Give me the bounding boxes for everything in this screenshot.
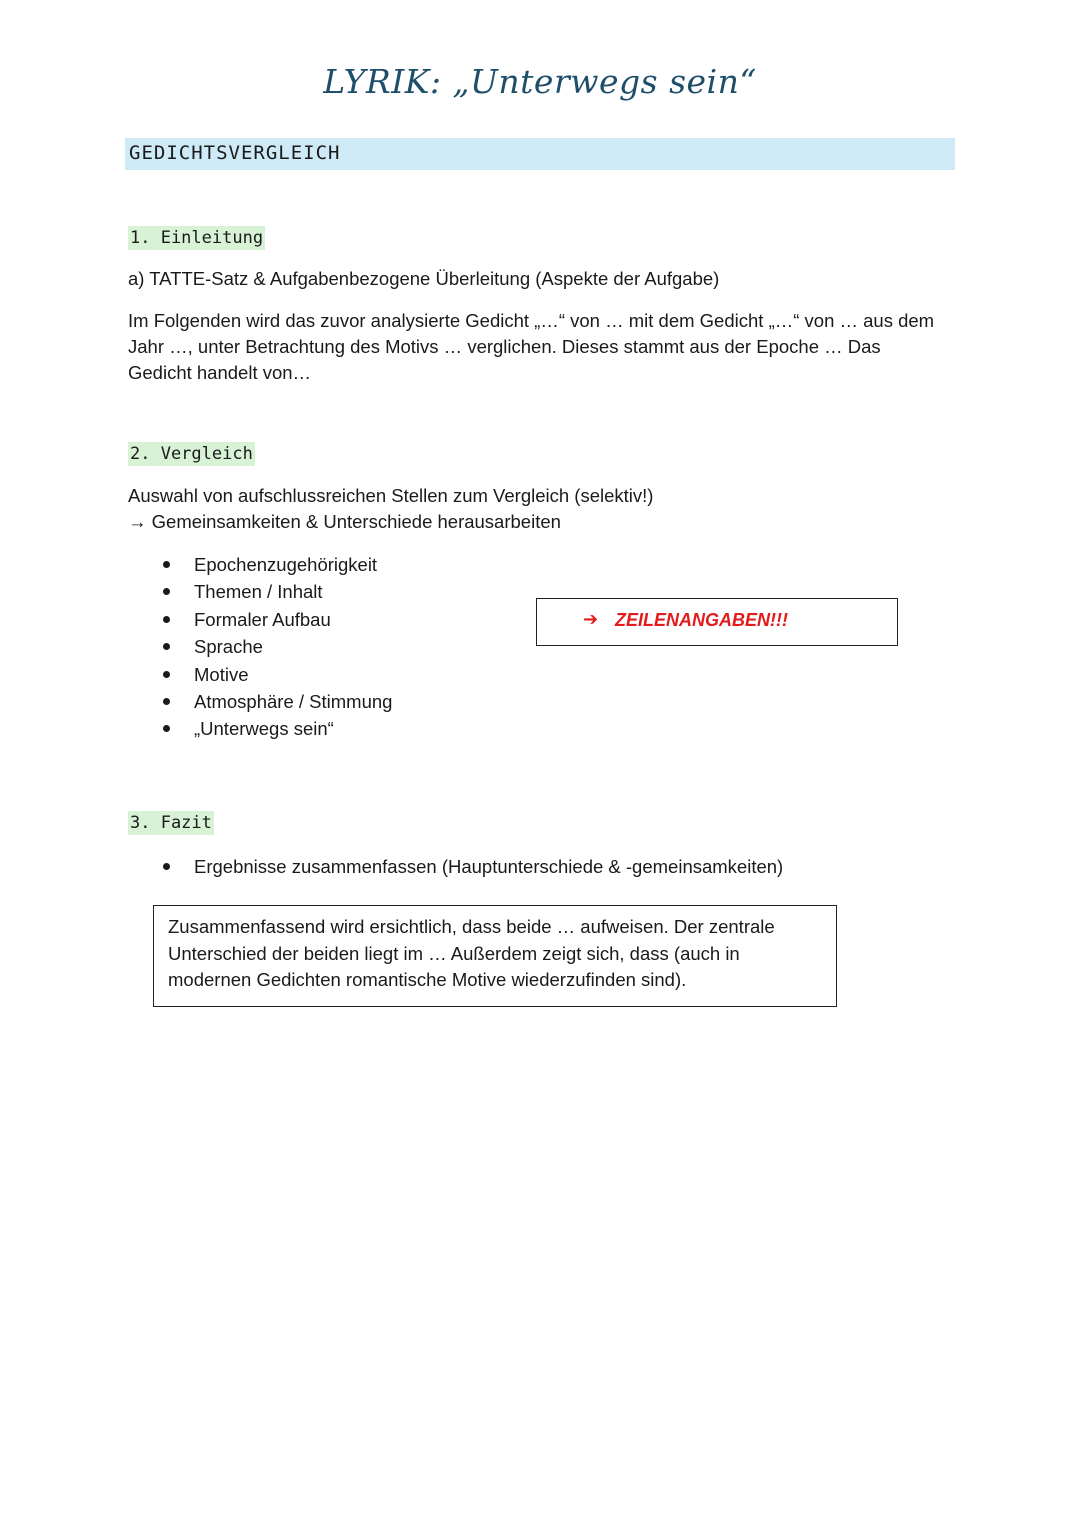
list-item: Atmosphäre / Stimmung (160, 688, 392, 715)
summary-box: Zusammenfassend wird ersichtlich, dass beide … aufweisen. Der zentrale Unterschied der beiden liegt im … Außerdem zeigt sich, dass (auch in modernen Gedichten romantische Motive wiederzufinden sind). (153, 905, 837, 1007)
list-item: Themen / Inhalt (160, 578, 392, 605)
conclusion-list (160, 853, 783, 880)
comparison-line-2: → Gemeinsamkeiten & Unterschiede herausarbeiten (128, 511, 561, 532)
heading-einleitung: 1. Einleitung (130, 228, 264, 248)
heading-vergleich: 2. Vergleich (130, 444, 253, 464)
section-label: GEDICHTSVERGLEICH (129, 142, 341, 164)
comparison-line-1: Auswahl von aufschlussreichen Stellen zum Vergleich (selektiv!) (128, 485, 654, 506)
comparison-aspect-list (160, 551, 392, 743)
heading-fazit: 3. Fazit (130, 813, 212, 833)
intro-paragraph: Im Folgenden wird das zuvor analysierte Gedicht „…“ von … mit dem Gedicht „…“ von … aus dem Jahr …, unter Betrachtung des Motivs … verglichen. Dieses stammt aus der Epoche … Das Gedicht handelt von… (128, 310, 935, 383)
list-item: Formaler Aufbau (160, 606, 392, 633)
line-reference-note: ZEILENANGABEN!!! (615, 610, 788, 630)
list-item: Sprache (160, 633, 392, 660)
section-banner (125, 138, 955, 170)
list-item: „Unterwegs sein“ (160, 715, 392, 742)
arrow-right-icon: ➔ (583, 609, 599, 629)
list-item: Ergebnisse zusammenfassen (Hauptunterschiede & -gemeinsamkeiten) (160, 853, 783, 880)
list-item: Motive (160, 661, 392, 688)
list-item: Epochenzugehörigkeit (160, 551, 392, 578)
line-reference-note-box (536, 598, 898, 646)
page-title: LYRIK: „Unterwegs sein“ (323, 62, 757, 101)
intro-subheading: a) TATTE-Satz & Aufgabenbezogene Überleitung (Aspekte der Aufgabe) (128, 268, 720, 289)
